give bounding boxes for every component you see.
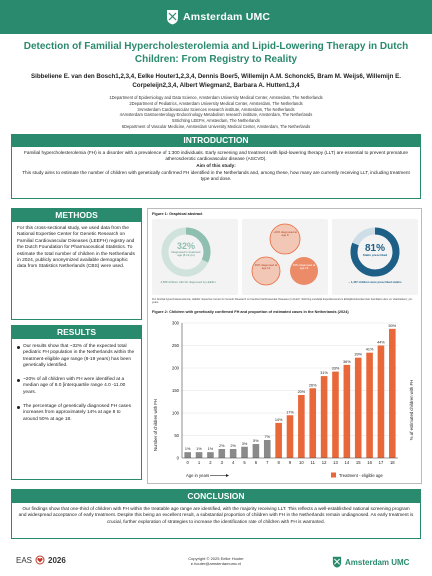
ga-card-age — [242, 219, 328, 295]
bar-age-4 — [230, 449, 237, 458]
bar-age-10 — [298, 395, 305, 458]
methods-heading: METHODS — [11, 208, 142, 222]
introduction-text: Familial hypercholesterolemia (FH) is a disorder with a prevalence of 1:300 individuals. Early screening and treatment with lipid-lowering therapy (LLT) are essential to prevent premature atherosclerotic cardiovascular disease (ASCVD). — [24, 150, 408, 162]
bar-percent-label: 1% — [207, 447, 214, 452]
x-tick-label: 13 — [333, 460, 338, 465]
x-tick-label: 5 — [243, 460, 246, 465]
bullet-icon — [17, 379, 20, 382]
heart-icon — [35, 555, 45, 565]
affiliation: 2Department of Pediatrics, Amsterdam University Medical Center, Amsterdam, The Netherlands — [129, 100, 303, 106]
aim-label: Aim of this study: — [196, 163, 236, 169]
authors: Sibbeliene E. van den Bosch1,2,3,4, Eelke Houter1,2,3,4, Dennis Boer5, Willemijn A.M. Schonck5, Bram M. Weijs6, Willemijn E. Corpeleijn2,3,4, Albert Wiegman2, Barbara A. Hutten1,3,4 — [31, 73, 401, 89]
x-tick-label: 4 — [231, 460, 235, 465]
crest-icon — [332, 556, 342, 568]
result-item: The percentage of genetically diagnosed FH cases increases from approximately 14% at age 8 to around 50% at age 18. — [17, 404, 136, 423]
eas-text: EAS — [16, 555, 33, 565]
x-tick-label: 18 — [389, 460, 395, 465]
bar-age-17 — [378, 346, 385, 459]
x-tick-label: 16 — [367, 460, 372, 465]
bar-age-7 — [264, 440, 271, 458]
bar-percent-label: 36% — [343, 359, 351, 364]
ga3-footer: ~ 1,407 children were prescribed statins — [348, 281, 402, 284]
bar-age-9 — [287, 415, 294, 458]
x-tick-label: 0 — [186, 460, 189, 465]
bar-percent-label: 44% — [377, 340, 385, 345]
bar-percent-label: 50% — [388, 323, 397, 328]
affiliation: 5Stichting LEEFH, Amsterdam, The Netherlands — [172, 118, 260, 124]
age-circles — [242, 219, 328, 295]
methods-text: For this cross-sectional study, we used data from the National Expertise Center for Genetic Research on Familial Cardiovascular Diseases (LEEFH) registry and the Dutch Foundation for Pharmaceutical Statistics. To estimate the total number of children in the Netherlands in 2024, publicly anonymized available demographic data from Statistics Netherlands (CBS) were used. — [17, 226, 135, 270]
x-tick-label: 6 — [254, 460, 258, 465]
copyright — [160, 556, 272, 566]
bar-age-3 — [218, 449, 225, 458]
top-banner — [0, 0, 432, 34]
bar-percent-label: 26% — [308, 383, 317, 388]
eas-logo — [16, 555, 66, 565]
bar-percent-label: 33% — [331, 366, 340, 371]
affiliation: 1Department of Epidemiology and Data Science, Amsterdam University Medical Center, Amsterdam, The Netherlands — [109, 95, 323, 100]
footer-amsterdam-umc-logo — [332, 556, 409, 568]
figures-panel — [147, 208, 422, 484]
bar-percent-label: 2% — [219, 444, 225, 448]
bar-percent-label: 20% — [297, 390, 306, 394]
email-link[interactable]: e.houter@amsterdamumc.nl — [190, 561, 242, 567]
donut-statin — [332, 219, 418, 295]
conclusion-box — [11, 503, 421, 539]
ga3-percent: 81% — [364, 243, 386, 254]
figure1-note: FH: familial hypercholesterolemia; LEEFH: Expertise Center for Genetic Research on Familial Cardiovascular Diseases (in Dutch: Stichting Landelijk Expertisecentrum Erfelijkheidsonderzoek Familiaire Hart- en Vaatziekten); y/o: years — [152, 298, 413, 305]
results-box — [11, 338, 142, 480]
methods-box — [11, 222, 142, 320]
introduction-box — [11, 147, 421, 199]
introduction-heading: INTRODUCTION — [11, 134, 421, 147]
y-tick-label: 250 — [172, 343, 179, 348]
result-item: Our results show that ~32% of the expected total pediatric FH population in the Netherlands within the treatment-eligible age range (8-19 years) has been genetically identified. — [17, 344, 136, 369]
logo-text: Amsterdam UMC — [183, 11, 271, 23]
figure1-caption: Figure 1: Graphical abstract — [152, 212, 203, 216]
aim-text: This study aims to estimate the number of children with genetically confirmed FH identified in the Netherlands and, among these, how many are currently receiving LLT, including treatment type and dose. — [22, 169, 410, 181]
conclusion-text: Our findings show that one-third of children with FH within the treatable age range are identified, with the majority receiving LLT. This reflects a well-established national screening program and widespread acceptance of early treatment. Despite this being an excellent result, a substantial proportion of children with FH in the Netherlands remain undiagnosed. As early treatment is crucial, further exploration of strategies to increase the identification rate of children with FH is warranted. — [18, 506, 414, 524]
ga2-top: ~20% diagnosed at age 8 — [272, 231, 298, 238]
amsterdam-umc-logo — [166, 9, 270, 25]
x-tick-label: 9 — [288, 460, 292, 465]
affiliations — [26, 95, 406, 130]
x-tick-label: 8 — [277, 460, 280, 465]
bar-percent-label: 3% — [241, 441, 248, 446]
x-tick-label: 2 — [209, 460, 212, 465]
bullet-icon — [17, 346, 20, 349]
y-tick-label: 100 — [172, 410, 179, 416]
bar-age-2 — [207, 452, 214, 458]
donut-diagnosed — [152, 219, 238, 295]
poster-title: Detection of Familial Hypercholesterolemia and Lipid-Lowering Therapy in Dutch Children: From Registry to Reality — [23, 41, 409, 65]
ga1-footer: 4,588 children with FH diagnosed by LEEFH — [160, 281, 216, 284]
x-tick-label: 15 — [355, 460, 361, 465]
legend-treatment: Treatment - eligible age — [339, 473, 383, 478]
bar-percent-label: 39% — [354, 352, 363, 357]
x-tick-label: 12 — [321, 460, 327, 465]
bar-age-0 — [184, 452, 191, 458]
result-item: ~20% of all children with FH were identified at a median age of 8.0 [interquartile range 4.0 -11.00 years. — [17, 377, 136, 396]
bar-age-6 — [253, 444, 260, 458]
x-tick-label: 14 — [344, 460, 350, 465]
ga-card-statin — [332, 219, 418, 295]
bar-percent-label: 1% — [184, 447, 191, 452]
y-tick-label: 0 — [176, 455, 179, 461]
figure2-caption: Figure 2: Children with genetically confirmed FH and proportion of estimated cases in the Netherlands (2024) — [152, 310, 349, 314]
bar-percent-label: 7% — [264, 435, 271, 439]
x-tick-label: 17 — [378, 460, 384, 465]
x-tick-label: 7 — [266, 460, 269, 465]
bar-percent-label: 2% — [230, 444, 236, 448]
ga1-text: Diagnosed in treatment age (8-19 y/o) — [171, 251, 201, 258]
affiliation: 4Amsterdam Gastroenterology Endocrinology Metabolism research institute, Amsterdam, The Netherlands — [119, 112, 313, 118]
ga1-percent: 32% — [176, 241, 196, 251]
bar-percent-label: 5% — [253, 439, 259, 444]
crest-icon — [166, 9, 179, 25]
ga2-right: 45% diagnosed at age 16 — [292, 264, 316, 271]
y-axis-label-left: Number of children with FH — [153, 398, 158, 452]
bullet-icon — [17, 406, 20, 409]
bar-percent-label: 31% — [320, 371, 328, 376]
y-tick-label: 50 — [174, 433, 179, 438]
bar-age-18 — [389, 329, 396, 458]
legend-arrowhead-icon — [226, 474, 229, 477]
eas-year: 2026 — [48, 555, 66, 565]
bar-age-15 — [355, 358, 362, 458]
bar-age-8 — [275, 423, 282, 458]
bar-percent-label: 41% — [365, 347, 374, 352]
bar-age-1 — [196, 452, 203, 458]
y-tick-label: 300 — [172, 320, 179, 326]
x-tick-label: 3 — [220, 460, 223, 465]
y-axis-label-right: % of estimated children with FH — [409, 379, 414, 441]
y-tick-label: 200 — [172, 365, 179, 371]
ga3-text: Statin prescribed — [362, 254, 388, 257]
copyright-text: Copyright © 2025 Eelke Houter — [188, 556, 244, 561]
results-heading: RESULTS — [11, 325, 142, 339]
x-tick-label: 1 — [197, 460, 201, 465]
bar-age-14 — [344, 365, 351, 458]
ga2-left: 30% diagnosed at age 12 — [254, 264, 278, 271]
bar-percent-label: 17% — [286, 410, 294, 415]
y-tick-label: 150 — [172, 388, 179, 393]
legend-swatch-eligible — [331, 473, 336, 478]
bar-age-11 — [309, 388, 316, 458]
conclusion-heading: CONCLUSION — [11, 489, 421, 503]
footer-logo-text: Amsterdam UMC — [345, 557, 410, 567]
ga-card-diagnosed — [152, 219, 238, 295]
bar-age-13 — [332, 372, 339, 458]
bar-percent-label: 1% — [196, 447, 202, 452]
affiliation: 3Amsterdam Cardiovascular Sciences research institute, Amsterdam, The Netherlands — [137, 106, 295, 112]
x-tick-label: 10 — [299, 460, 304, 465]
bar-percent-label: 14% — [274, 417, 283, 422]
bar-age-12 — [321, 376, 328, 458]
affiliation: 6Department of Vascular Medicine, Amsterdam University Medical Center, Amsterdam, The Netherlands — [121, 123, 311, 129]
x-tick-label: 11 — [310, 460, 315, 465]
bar-age-5 — [241, 447, 248, 458]
bar-age-16 — [366, 353, 373, 458]
fh-bar-chart — [148, 315, 421, 483]
legend-age: Age in years — [186, 473, 210, 478]
